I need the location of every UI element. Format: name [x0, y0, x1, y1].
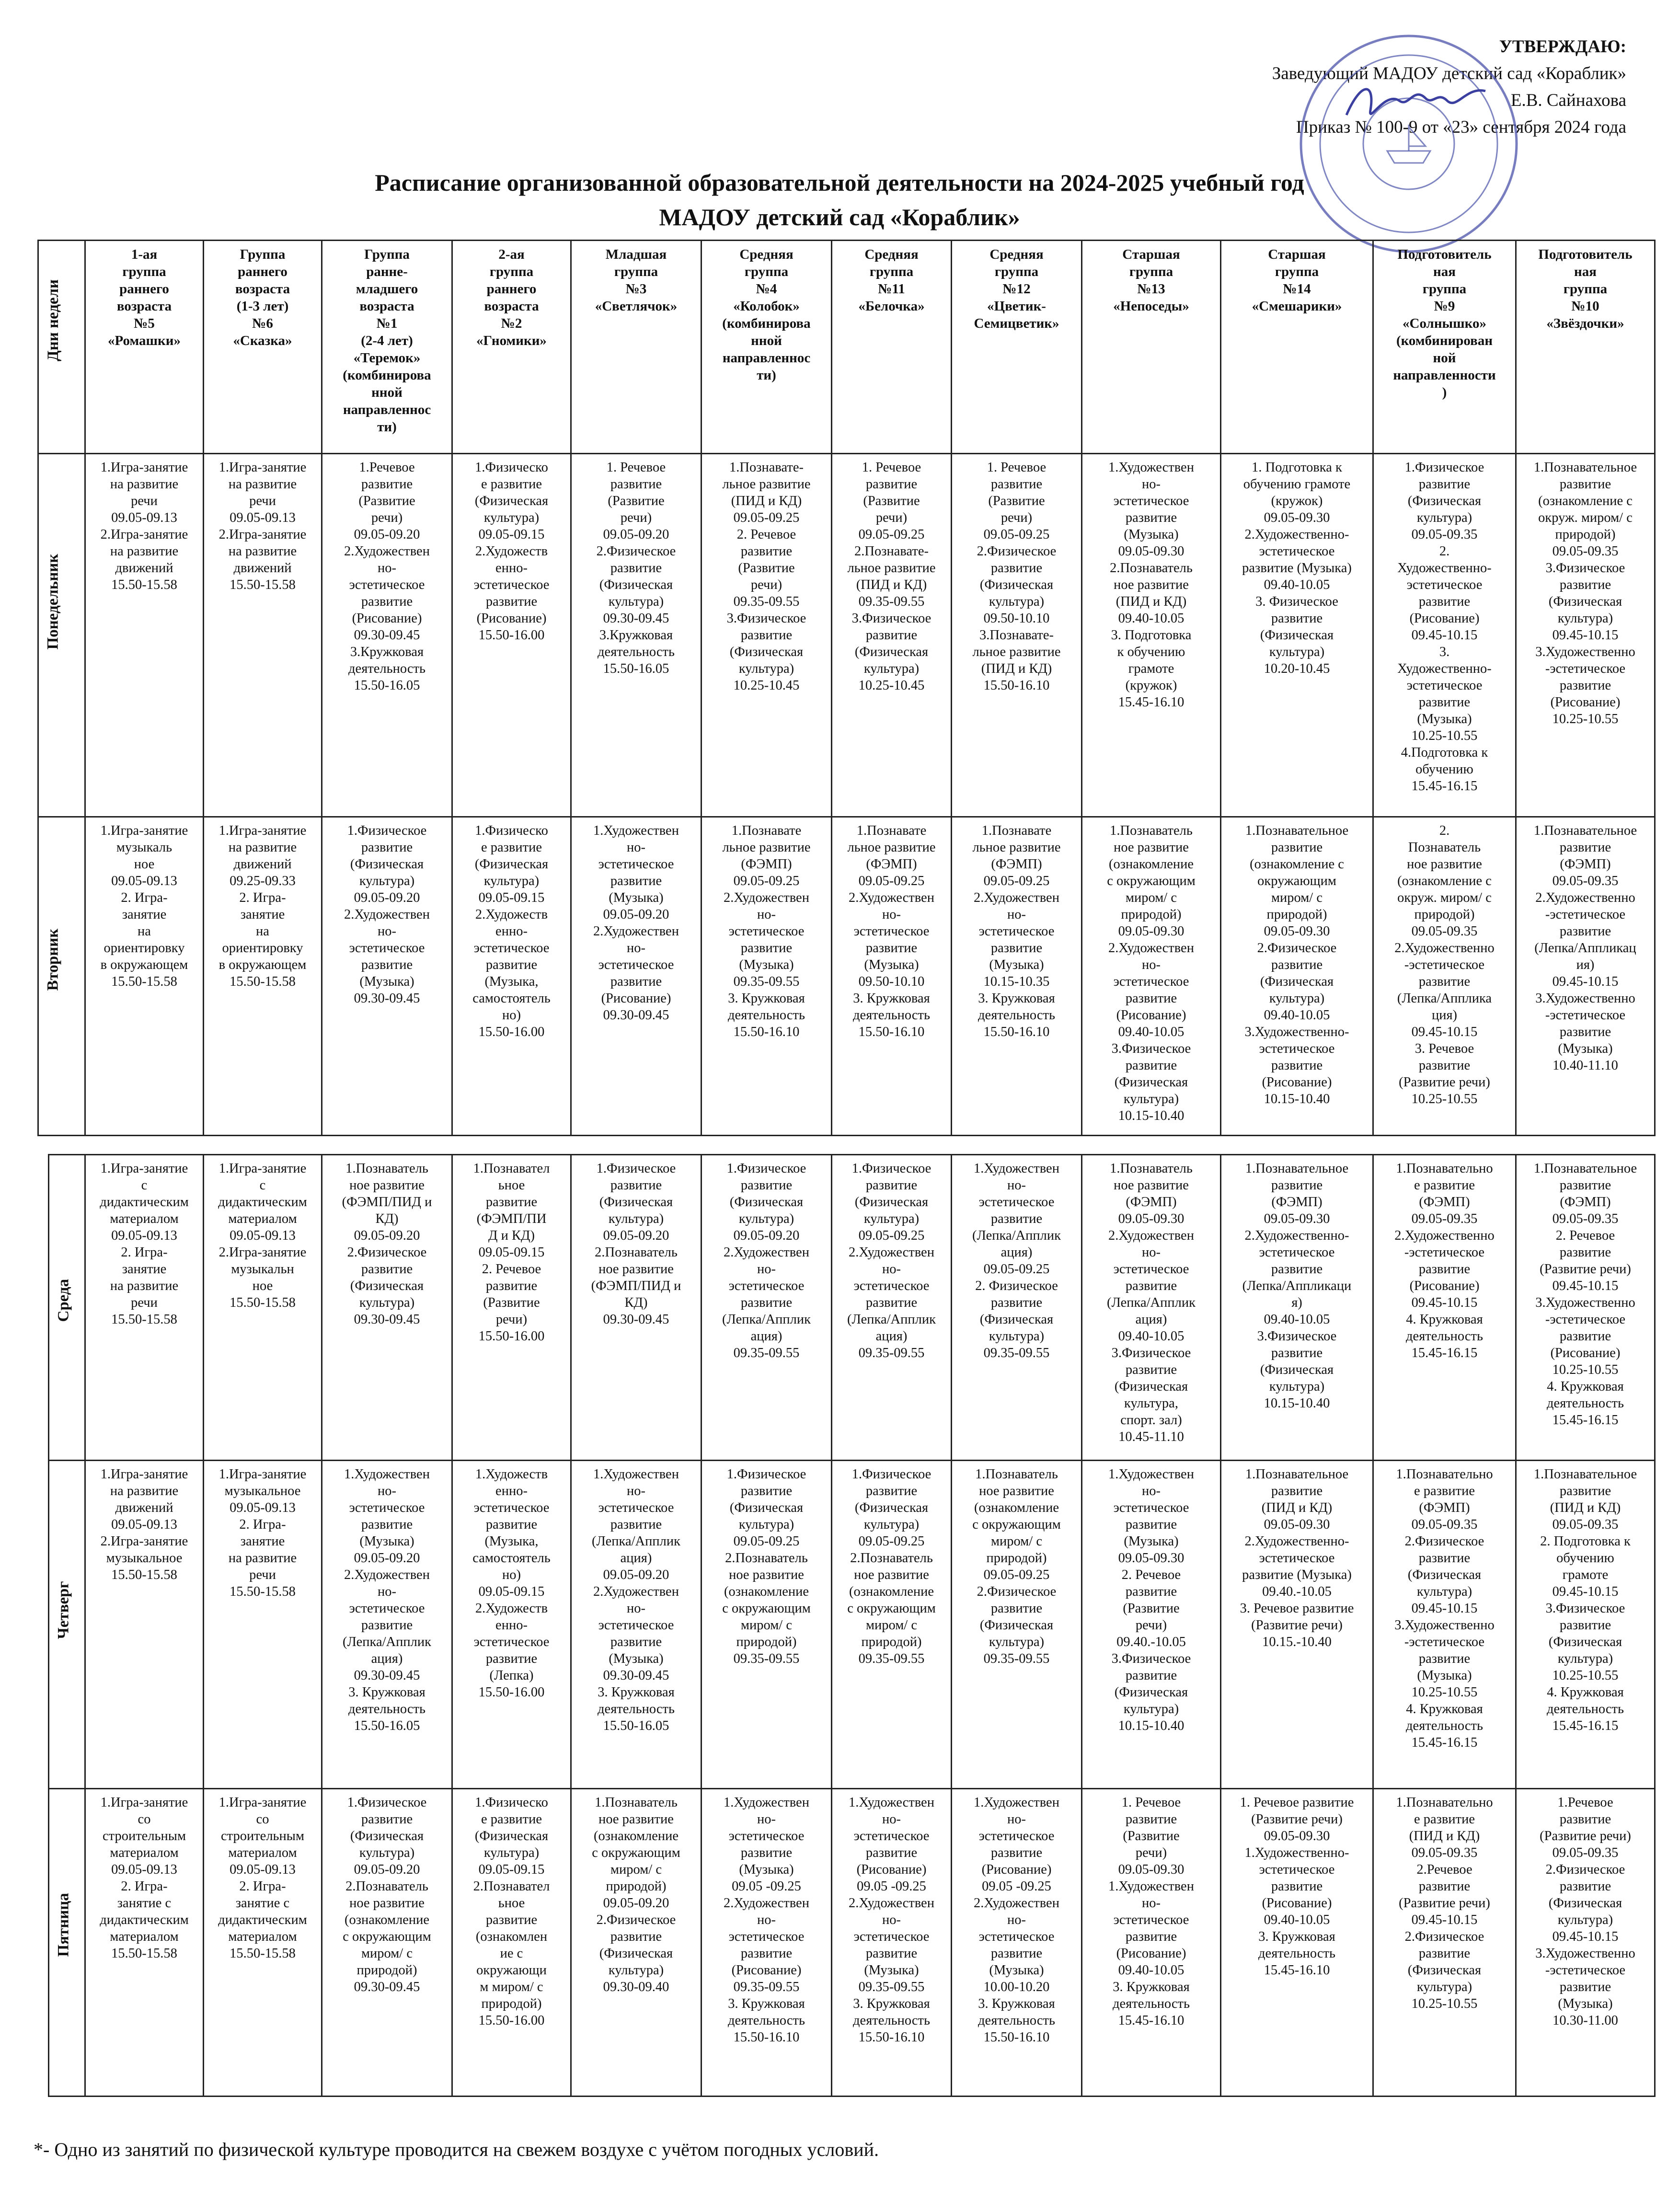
schedule-cell: 1.Познаватель ное развитие (ФЭМП/ПИД и КД) 09.05-09.20 2.Физическое развитие (Физическая культура) 09.30-09.45 — [322, 1155, 452, 1461]
schedule-cell: 1. Речевое развитие (Развитие речи) 09.05-09.30 1.Художествен но- эстетическое развитие (Рисование) 09.40-10.05 3. Кружковая деятельность 15.45-16.10 — [1082, 1789, 1221, 2097]
document-title — [0, 165, 1679, 234]
header-day-column — [38, 241, 85, 454]
schedule-cell: 1.Познавате льное развитие (ФЭМП) 09.05-09.25 2.Художествен но- эстетическое развитие (Музыка) 09.50-10.10 3. Кружковая деятельность 15.50-16.10 — [832, 817, 952, 1136]
schedule-cell: 1.Игра-занятие с дидактическим материалом 09.05-09.13 2. Игра- занятие на развитие речи 15.50-15.58 — [85, 1155, 204, 1461]
schedule-cell: 1.Художествен но- эстетическое развитие (Рисование) 09.05 -09.25 2.Художествен но- эстетическое развитие (Музыка) 10.00-10.20 3. Кружковая деятельность 15.50-16.10 — [952, 1789, 1082, 2097]
group-header: Средняя группа №12 «Цветик- Семицветик» — [952, 241, 1082, 454]
schedule-cell: 1.Познавате- льное развитие (ПИД и КД) 09.05-09.25 2. Речевое развитие (Развитие речи) 09.35-09.55 3.Физическое развитие (Физическая культура) 10.25-10.45 — [702, 454, 832, 817]
schedule-cell: 1.Игра-занятие музыкаль ное 09.05-09.13 2. Игра- занятие на ориентировку в окружающем 15.50-15.58 — [85, 817, 204, 1136]
day-label: Среда — [55, 1279, 72, 1322]
schedule-cell: 1.Художествен но- эстетическое развитие (Лепка/Апплик ация) 09.05-09.20 2.Художествен но- эстетическое развитие (Музыка) 09.30-09.45 3. Кружковая деятельность 15.50-16.05 — [571, 1461, 702, 1789]
group-header: Старшая группа №13 «Непоседы» — [1082, 241, 1221, 454]
group-header: 2-ая группа раннего возраста №2 «Гномики» — [452, 241, 571, 454]
schedule-cell: 1.Познавательно е развитие (ФЭМП) 09.05-09.35 2.Художественно -эстетическое развитие (Рисование) 09.45-10.15 4. Кружковая деятельность 15.45-16.15 — [1373, 1155, 1516, 1461]
day-label-cell — [49, 1461, 85, 1789]
schedule-cell: 1.Художествен но- эстетическое развитие (Музыка) 09.05 -09.25 2.Художествен но- эстетическое развитие (Рисование) 09.35-09.55 3. Кружковая деятельность 15.50-16.10 — [702, 1789, 832, 2097]
title-line-2: МАДОУ детский сад «Кораблик» — [659, 204, 1020, 230]
schedule-cell: 1.Художествен но- эстетическое развитие (Музыка) 09.05-09.20 2.Художествен но- эстетическое развитие (Рисование) 09.30-09.45 — [571, 817, 702, 1136]
day-label-cell — [38, 817, 85, 1136]
schedule-cell: 1.Познавательное развитие (ФЭМП) 09.05-09.35 2. Речевое развитие (Развитие речи) 09.45-10.15 3.Художественно -эстетическое развитие (Рисование) 10.25-10.55 4. Кружковая деятельность 15.45-16.15 — [1516, 1155, 1655, 1461]
schedule-cell: 1.Физическо е развитие (Физическая культура) 09.05-09.15 2.Познавател ьное развитие (ознакомлен ие с окружающи м миром/ с природой) 15.50-16.00 — [452, 1789, 571, 2097]
schedule-cell: 1.Физическое развитие (Физическая культура) 09.05-09.20 2.Познаватель ное развитие (ФЭМП/ПИД и КД) 09.30-09.45 — [571, 1155, 702, 1461]
group-header: Средняя группа №11 «Белочка» — [832, 241, 952, 454]
schedule-cell: 1.Физическое развитие (Физическая культура) 09.05-09.25 2.Познаватель ное развитие (ознакомление с окружающим миром/ с природой) 09.35-09.55 — [702, 1461, 832, 1789]
schedule-cell: 1. Речевое развитие (Развитие речи) 09.05-09.30 1.Художественно- эстетическое развитие (Рисование) 09.40-10.05 3. Кружковая деятельность 15.45-16.10 — [1221, 1789, 1373, 2097]
schedule-cell: 1.Познавательное развитие (ФЭМП) 09.05-09.35 2.Художественно -эстетическое развитие (Лепка/Аппликац ия) 09.45-10.15 3.Художественно -эстетическое развитие (Музыка) 10.40-11.10 — [1516, 817, 1655, 1136]
day-label-cell — [49, 1155, 85, 1461]
day-row-thursday — [49, 1461, 1655, 1789]
schedule-cell: 1.Физическое развитие (Физическая культура) 09.05-09.20 2.Познаватель ное развитие (ознакомление с окружающим миром/ с природой) 09.30-09.45 — [322, 1789, 452, 2097]
group-header: 1-ая группа раннего возраста №5 «Ромашки» — [85, 241, 204, 454]
group-header: Подготовитель ная группа №9 «Солнышко» (комбинирован ной направленности ) — [1373, 241, 1516, 454]
group-header: Группа раннего возраста (1-3 лет) №6 «Сказка» — [204, 241, 322, 454]
schedule-cell: 1.Познавател ьное развитие (ФЭМП/ПИ Д и КД) 09.05-09.15 2. Речевое развитие (Развитие речи) 15.50-16.00 — [452, 1155, 571, 1461]
approval-order: Приказ № 100-9 от «23» сентября 2024 года — [1296, 117, 1626, 137]
schedule-cell: 1.Физическое развитие (Физическая культура) 09.05-09.25 2.Художествен но- эстетическое развитие (Лепка/Апплик ация) 09.35-09.55 — [832, 1155, 952, 1461]
approval-heading: УТВЕРЖДАЮ: — [1499, 37, 1626, 57]
schedule-cell: 1.Игра-занятие на развитие движений 09.05-09.13 2.Игра-занятие музыкальное 15.50-15.58 — [85, 1461, 204, 1789]
day-row-friday — [49, 1789, 1655, 2097]
schedule-cell: 1.Художеств енно- эстетическое развитие (Музыка, самостоятель но) 09.05-09.15 2.Художеств енно- эстетическое развитие (Лепка) 15.50-16.00 — [452, 1461, 571, 1789]
schedule-cell: 1.Познаватель ное развитие (ознакомление с окружающим миром/ с природой) 09.05-09.30 2.Художествен но- эстетическое развитие (Рисование) 09.40-10.05 3.Физическое развитие (Физическая культура) 10.15-10.40 — [1082, 817, 1221, 1136]
schedule-cell: 1. Подготовка к обучению грамоте (кружок) 09.05-09.30 2.Художественно- эстетическое развитие (Музыка) 09.40-10.05 3. Физическое развитие (Физическая культура) 10.20-10.45 — [1221, 454, 1373, 817]
schedule-cell: 1.Познавательно е развитие (ФЭМП) 09.05-09.35 2.Физическое развитие (Физическая культура) 09.45-10.15 3.Художественно -эстетическое развитие (Музыка) 10.25-10.55 4. Кружковая деятельность 15.45-16.15 — [1373, 1461, 1516, 1789]
group-header: Средняя группа №4 «Колобок» (комбинирова нной направленнос ти) — [702, 241, 832, 454]
schedule-table-part-1 — [37, 240, 1656, 1136]
schedule-cell: 1.Физическое развитие (Физическая культура) 09.05-09.35 2. Художественно- эстетическое развитие (Рисование) 09.45-10.15 3. Художественно- эстетическое развитие (Музыка) 10.25-10.55 4.Подготовка к обучению 15.45-16.15 — [1373, 454, 1516, 817]
schedule-cell: 1.Познавательное развитие (ПИД и КД) 09.05-09.35 2. Подготовка к обучению грамоте 09.45-10.15 3.Физическое развитие (Физическая культура) 10.25-10.55 4. Кружковая деятельность 15.45-16.15 — [1516, 1461, 1655, 1789]
schedule-cell: 1. Речевое развитие (Развитие речи) 09.05-09.25 2.Познавате- льное развитие (ПИД и КД) 09.35-09.55 3.Физическое развитие (Физическая культура) 10.25-10.45 — [832, 454, 952, 817]
schedule-table-part-2 — [48, 1154, 1656, 2097]
schedule-cell: 1.Речевое развитие (Развитие речи) 09.05-09.20 2.Художествен но- эстетическое развитие (Рисование) 09.30-09.45 3.Кружковая деятельность 15.50-16.05 — [322, 454, 452, 817]
schedule-cell: 1.Познавате льное развитие (ФЭМП) 09.05-09.25 2.Художествен но- эстетическое развитие (Музыка) 09.35-09.55 3. Кружковая деятельность 15.50-16.10 — [702, 817, 832, 1136]
schedule-cell: 1.Игра-занятие с дидактическим материалом 09.05-09.13 2.Игра-занятие музыкальн ное 15.50-15.58 — [204, 1155, 322, 1461]
schedule-cell: 1.Физическое развитие (Физическая культура) 09.05-09.20 2.Художествен но- эстетическое развитие (Лепка/Апплик ация) 09.35-09.55 — [702, 1155, 832, 1461]
schedule-cell: 1.Игра-занятие на развитие движений 09.25-09.33 2. Игра- занятие на ориентировку в окружающем 15.50-15.58 — [204, 817, 322, 1136]
schedule-cell: 1.Художествен но- эстетическое развитие (Рисование) 09.05 -09.25 2.Художествен но- эстетическое развитие (Музыка) 09.35-09.55 3. Кружковая деятельность 15.50-16.10 — [832, 1789, 952, 2097]
schedule-cell: 1.Игра-занятие со строительным материалом 09.05-09.13 2. Игра- занятие с дидактическим материалом 15.50-15.58 — [85, 1789, 204, 2097]
schedule-cell: 1.Познавате льное развитие (ФЭМП) 09.05-09.25 2.Художествен но- эстетическое развитие (Музыка) 10.15-10.35 3. Кружковая деятельность 15.50-16.10 — [952, 817, 1082, 1136]
footnote: *- Одно из занятий по физической культуре проводится на свежем воздухе с учётом погодных условий. — [34, 2139, 879, 2160]
day-row-wednesday — [49, 1155, 1655, 1461]
schedule-cell: 1.Физическое развитие (Физическая культура) 09.05-09.20 2.Художествен но- эстетическое развитие (Музыка) 09.30-09.45 — [322, 817, 452, 1136]
schedule-cell: 1. Речевое развитие (Развитие речи) 09.05-09.25 2.Физическое развитие (Физическая культура) 09.50-10.10 3.Познавате- льное развитие (ПИД и КД) 15.50-16.10 — [952, 454, 1082, 817]
schedule-cell: 1.Игра-занятие на развитие речи 09.05-09.13 2.Игра-занятие на развитие движений 15.50-15.58 — [85, 454, 204, 817]
signature — [1342, 72, 1495, 139]
schedule-cell: 1.Физическо е развитие (Физическая культура) 09.05-09.15 2.Художеств енно- эстетическое развитие (Музыка, самостоятель но) 15.50-16.00 — [452, 817, 571, 1136]
schedule-cell: 2. Познаватель ное развитие (ознакомление с окруж. миром/ с природой) 09.05-09.35 2.Художественно -эстетическое развитие (Лепка/Апплика ция) 09.45-10.15 3. Речевое развитие (Развитие речи) 10.25-10.55 — [1373, 817, 1516, 1136]
schedule-cell: 1. Речевое развитие (Развитие речи) 09.05-09.20 2.Физическое развитие (Физическая культура) 09.30-09.45 3.Кружковая деятельность 15.50-16.05 — [571, 454, 702, 817]
schedule-cell: 1.Художествен но- эстетическое развитие (Музыка) 09.05-09.30 2.Познаватель ное развитие (ПИД и КД) 09.40-10.05 3. Подготовка к обучению грамоте (кружок) 15.45-16.10 — [1082, 454, 1221, 817]
schedule-cell: 1.Познаватель ное развитие (ознакомление с окружающим миром/ с природой) 09.05-09.20 2.Физическое развитие (Физическая культура) 09.30-09.40 — [571, 1789, 702, 2097]
day-label: Четверг — [55, 1581, 72, 1639]
schedule-cell: 1.Физическо е развитие (Физическая культура) 09.05-09.15 2.Художеств енно- эстетическое развитие (Рисование) 15.50-16.00 — [452, 454, 571, 817]
day-label-cell — [38, 454, 85, 817]
group-header: Старшая группа №14 «Смешарики» — [1221, 241, 1373, 454]
schedule-cell: 1.Речевое развитие (Развитие речи) 09.05-09.35 2.Физическое развитие (Физическая культура) 09.45-10.15 3.Художественно -эстетическое развитие (Музыка) 10.30-11.00 — [1516, 1789, 1655, 2097]
schedule-cell: 1.Познавательное развитие (ФЭМП) 09.05-09.30 2.Художественно- эстетическое развитие (Лепка/Аппликаци я) 09.40-10.05 3.Физическое развитие (Физическая культура) 10.15-10.40 — [1221, 1155, 1373, 1461]
title-line-1: Расписание организованной образовательной деятельности на 2024-2025 учебный год — [375, 169, 1304, 196]
day-label: Пятница — [55, 1893, 72, 1957]
header-day-label: Дни недели — [45, 279, 62, 361]
header-row — [38, 241, 1655, 454]
schedule-cell: 1.Игра-занятие музыкальное 09.05-09.13 2. Игра- занятие на развитие речи 15.50-15.58 — [204, 1461, 322, 1789]
day-label: Понедельник — [44, 553, 62, 650]
schedule-cell: 1.Художествен но- эстетическое развитие (Музыка) 09.05-09.30 2. Речевое развитие (Развитие речи) 09.40.-10.05 3.Физическое развитие (Физическая культура) 10.15-10.40 — [1082, 1461, 1221, 1789]
approval-position: Заведующий МАДОУ детский сад «Кораблик» — [1272, 64, 1626, 83]
day-label: Вторник — [44, 928, 62, 991]
schedule-cell: 1.Физическое развитие (Физическая культура) 09.05-09.25 2.Познаватель ное развитие (ознакомление с окружающим миром/ с природой) 09.35-09.55 — [832, 1461, 952, 1789]
schedule-cell: 1.Познавательное развитие (ознакомление с окружающим миром/ с природой) 09.05-09.30 2.Физическое развитие (Физическая культура) 09.40-10.05 3.Художественно- эстетическое развитие (Рисование) 10.15-10.40 — [1221, 817, 1373, 1136]
schedule-cell: 1.Игра-занятие со строительным материалом 09.05-09.13 2. Игра- занятие с дидактическим материалом 15.50-15.58 — [204, 1789, 322, 2097]
day-row-tuesday — [38, 817, 1655, 1136]
group-header: Младшая группа №3 «Светлячок» — [571, 241, 702, 454]
schedule-cell: 1.Познавательно е развитие (ПИД и КД) 09.05-09.35 2.Речевое развитие (Развитие речи) 09.45-10.15 2.Физическое развитие (Физическая культура) 10.25-10.55 — [1373, 1789, 1516, 2097]
schedule-cell: 1.Познавательное развитие (ПИД и КД) 09.05-09.30 2.Художественно- эстетическое развитие (Музыка) 09.40.-10.05 3. Речевое развитие (Развитие речи) 10.15.-10.40 — [1221, 1461, 1373, 1789]
schedule-cell: 1.Игра-занятие на развитие речи 09.05-09.13 2.Игра-занятие на развитие движений 15.50-15.58 — [204, 454, 322, 817]
schedule-cell: 1.Познаватель ное развитие (ознакомление с окружающим миром/ с природой) 09.05-09.25 2.Физическое развитие (Физическая культура) 09.35-09.55 — [952, 1461, 1082, 1789]
day-row-monday — [38, 454, 1655, 817]
group-header: Группа ранне- младшего возраста №1 (2-4 лет) «Теремок» (комбинирова нной направленнос ти) — [322, 241, 452, 454]
schedule-cell: 1.Познавательное развитие (ознакомление с окруж. миром/ с природой) 09.05-09.35 3.Физическое развитие (Физическая культура) 09.45-10.15 3.Художественно -эстетическое развитие (Рисование) 10.25-10.55 — [1516, 454, 1655, 817]
approval-name: Е.В. Сайнахова — [1510, 91, 1626, 110]
schedule-cell: 1.Познаватель ное развитие (ФЭМП) 09.05-09.30 2.Художествен но- эстетическое развитие (Лепка/Апплик ация) 09.40-10.05 3.Физическое развитие (Физическая культура, спорт. зал) 10.45-11.10 — [1082, 1155, 1221, 1461]
schedule-cell: 1.Художествен но- эстетическое развитие (Музыка) 09.05-09.20 2.Художествен но- эстетическое развитие (Лепка/Апплик ация) 09.30-09.45 3. Кружковая деятельность 15.50-16.05 — [322, 1461, 452, 1789]
group-header: Подготовитель ная группа №10 «Звёздочки» — [1516, 241, 1655, 454]
schedule-cell: 1.Художествен но- эстетическое развитие (Лепка/Апплик ация) 09.05-09.25 2. Физическое развитие (Физическая культура) 09.35-09.55 — [952, 1155, 1082, 1461]
day-label-cell — [49, 1789, 85, 2097]
